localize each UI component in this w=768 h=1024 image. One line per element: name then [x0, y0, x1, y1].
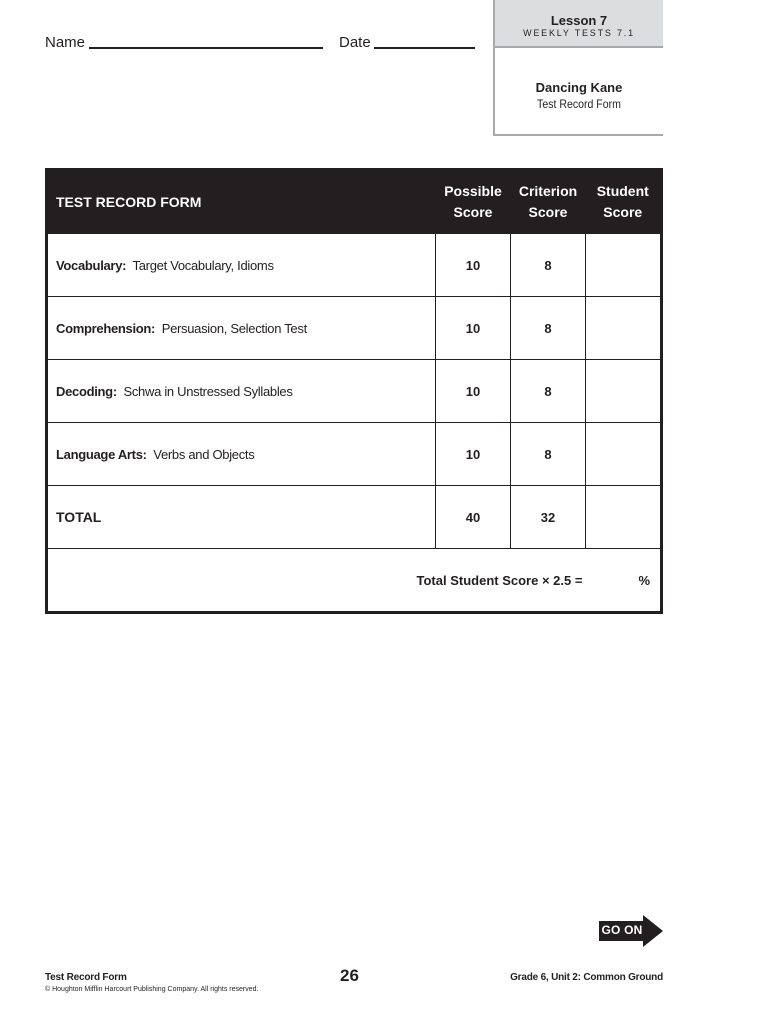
student-score-input[interactable] — [586, 297, 662, 360]
student-score-input[interactable] — [586, 360, 662, 423]
lesson-title: Lesson 7 — [550, 13, 608, 28]
formula-row — [47, 549, 662, 613]
possible-score: 10 — [436, 423, 511, 486]
name-field[interactable] — [89, 47, 323, 49]
criterion-score: 8 — [511, 423, 586, 486]
go-on-label: GO ON — [601, 923, 643, 937]
total-possible-score: 40 — [436, 486, 511, 549]
possible-score: 10 — [436, 297, 511, 360]
category-cell — [47, 423, 436, 486]
form-title: Test Record Form — [537, 97, 621, 111]
category-description: Verbs and Objects — [153, 446, 255, 462]
category-description: Persuasion, Selection Test — [161, 320, 307, 336]
lesson-box — [493, 0, 663, 136]
total-label: TOTAL — [56, 509, 102, 525]
possible-score: 10 — [436, 360, 511, 423]
total-criterion-score: 32 — [511, 486, 586, 549]
percent-sign: % — [638, 572, 650, 588]
column-header-line1: Student — [596, 183, 649, 199]
lesson-subtitle: WEEKLY TESTS 7.1 — [523, 28, 635, 38]
story-title: Dancing Kane — [535, 80, 623, 95]
category-cell — [47, 360, 436, 423]
category-cell — [47, 297, 436, 360]
student-score-input[interactable] — [586, 234, 662, 297]
column-header-student — [586, 170, 662, 234]
total-student-score-input[interactable] — [586, 486, 662, 549]
go-on-arrow[interactable] — [599, 915, 663, 947]
student-score-input[interactable] — [586, 423, 662, 486]
test-record-table — [45, 168, 663, 614]
category-label: Vocabulary: — [56, 257, 127, 273]
table-row — [47, 360, 662, 423]
column-header-line1: Criterion — [518, 183, 578, 199]
lesson-body — [495, 48, 663, 112]
total-row — [47, 486, 662, 549]
criterion-score: 8 — [511, 234, 586, 297]
category-description: Schwa in Unstressed Syllables — [123, 383, 293, 399]
name-label: Name — [45, 34, 86, 51]
lesson-header — [495, 0, 663, 48]
category-label: Language Arts: — [56, 446, 147, 462]
criterion-score: 8 — [511, 297, 586, 360]
date-label: Date — [339, 34, 371, 51]
table-row — [47, 423, 662, 486]
footer-form-title: Test Record Form — [45, 972, 127, 983]
category-label: Comprehension: — [56, 320, 156, 336]
possible-score: 10 — [436, 234, 511, 297]
formula-cell — [47, 549, 662, 613]
table-header-row — [47, 170, 662, 234]
table-title: TEST RECORD FORM — [47, 170, 436, 234]
table-row — [47, 234, 662, 297]
category-label: Decoding: — [56, 383, 117, 399]
category-description: Target Vocabulary, Idioms — [132, 257, 274, 273]
table-row — [47, 297, 662, 360]
page-number: 26 — [340, 966, 359, 985]
column-header-line2: Score — [603, 204, 643, 220]
date-field[interactable] — [374, 47, 475, 49]
footer-copyright: © Houghton Mifflin Harcourt Publishing Company. All rights reserved. — [45, 986, 259, 993]
column-header-criterion — [511, 170, 586, 234]
column-header-line1: Possible — [444, 183, 502, 199]
score-formula: Total Student Score × 2.5 = — [416, 572, 583, 588]
column-header-line2: Score — [528, 204, 568, 220]
criterion-score: 8 — [511, 360, 586, 423]
column-header-possible — [436, 170, 511, 234]
column-header-line2: Score — [453, 204, 493, 220]
category-cell — [47, 234, 436, 297]
footer-grade-unit: Grade 6, Unit 2: Common Ground — [510, 972, 663, 983]
total-label-cell — [47, 486, 436, 549]
